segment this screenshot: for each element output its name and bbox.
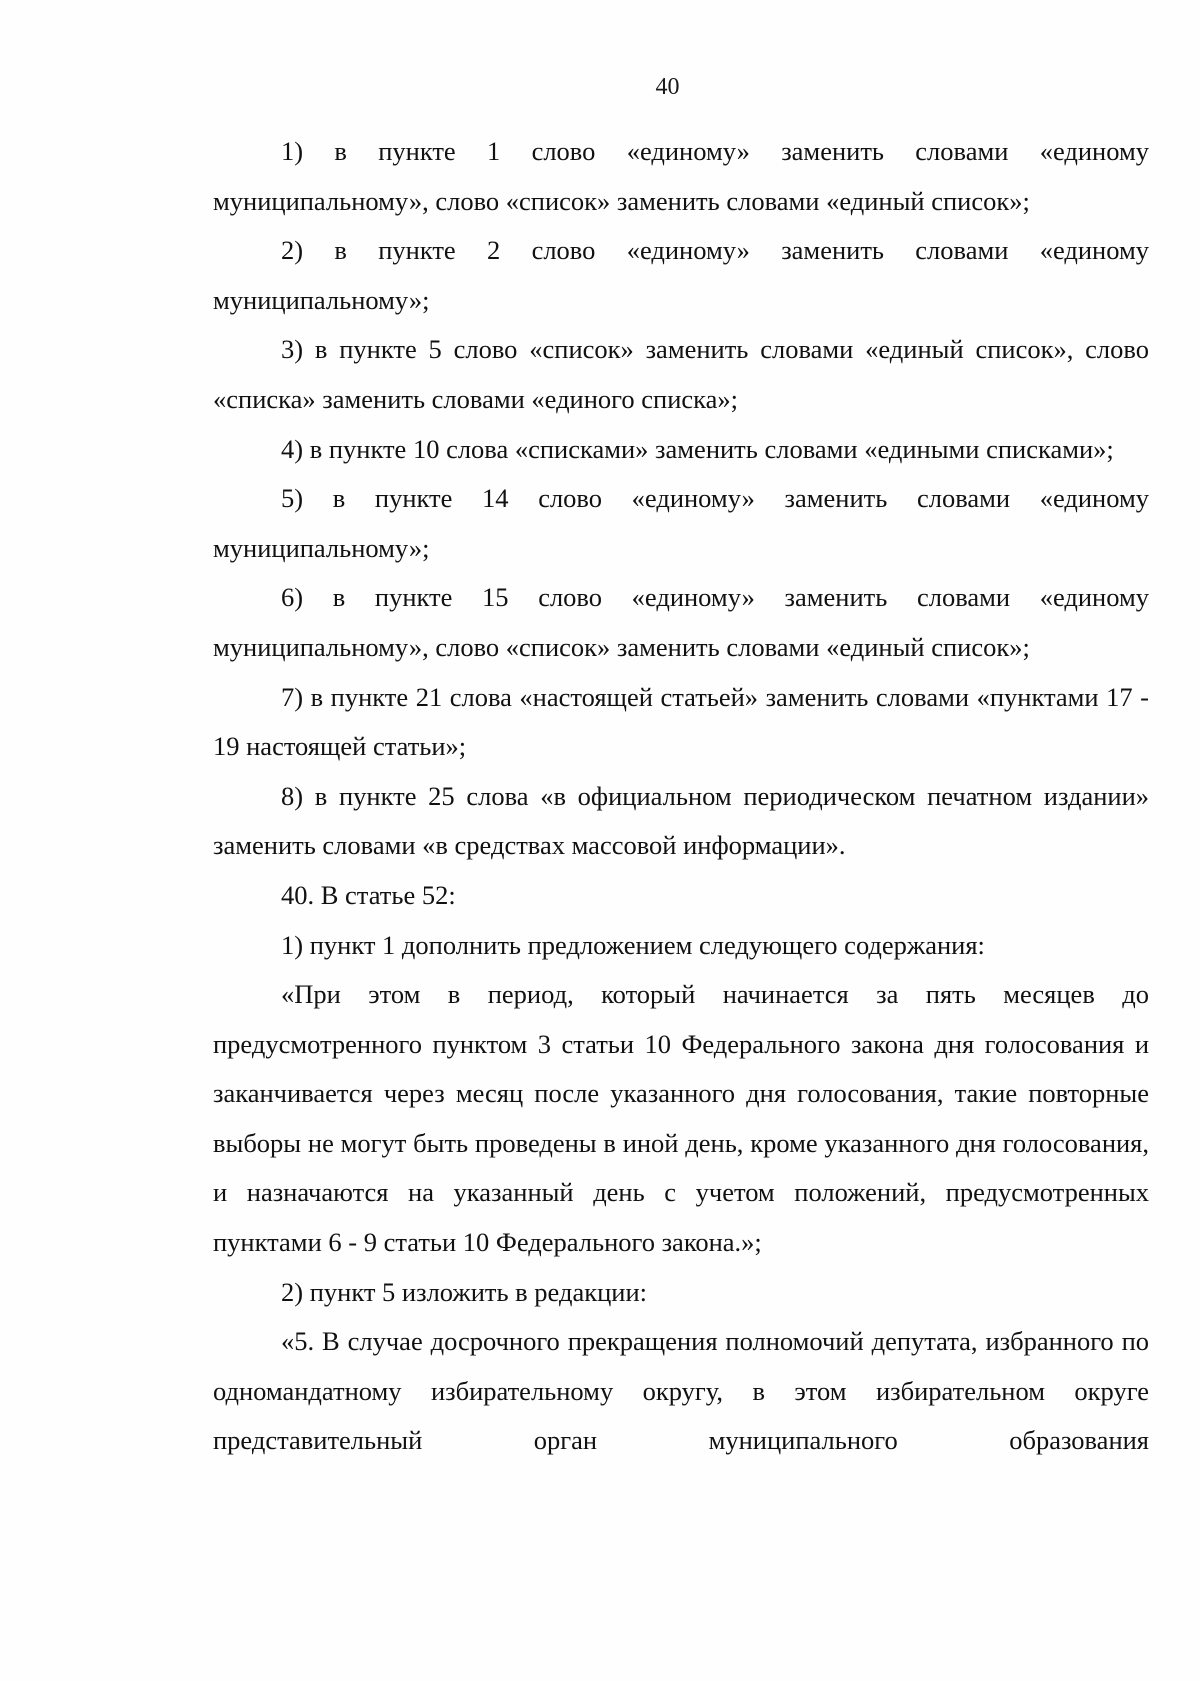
paragraph-item-6: 6) в пункте 15 слово «единому» заменить словами «единому муниципальному», слово «список» заменить словами «единый список»;: [213, 582, 1149, 662]
paragraph-item-5: 5) в пункте 14 слово «единому» заменить словами «единому муниципальному»;: [213, 483, 1149, 563]
paragraph-item-4: 4) в пункте 10 слова «списками» заменить словами «едиными списками»;: [281, 433, 1114, 464]
paragraph-item-2: 2) в пункте 2 слово «единому» заменить словами «единому муниципальному»;: [213, 235, 1149, 315]
paragraph-item-8: 8) в пункте 25 слова «в официальном периодическом печатном издании» заменить словами «в средствах массовой информации».: [213, 780, 1149, 861]
paragraph-item-point-5: 2) пункт 5 изложить в редакции:: [281, 1276, 647, 1307]
paragraph-item-point-1: 1) пункт 1 дополнить предложением следующего содержания:: [281, 929, 985, 960]
section-heading-article-52: 40. В статье 52:: [281, 879, 456, 910]
quoted-new-point-5: «5. В случае досрочного прекращения полномочий депутата, избранного по одномандатному избирательному округу, в этом избирательном округе представительный орган муниципального образования: [213, 1326, 1149, 1456]
paragraph-item-7: 7) в пункте 21 слова «настоящей статьей» заменить словами «пунктами 17 - 19 настоящей статьи»;: [213, 681, 1149, 762]
quoted-amendment-text: «При этом в период, который начинается за пять месяцев до предусмотренного пунктом 3 статьи 10 Федерального закона дня голосования и заканчивается через месяц после указанного дня голосования, такие повторные выборы не могут быть проведены в иной день, кроме указанного дня голосования, и назначаются на указанный день с учетом положений, предусмотренных пунктами 6 - 9 статьи 10 Федерального закона.»;: [213, 979, 1149, 1258]
document-body: [213, 127, 1149, 1466]
paragraph-item-1: 1) в пункте 1 слово «единому» заменить словами «единому муниципальному», слово «список» заменить словами «единый список»;: [213, 136, 1149, 216]
paragraph-item-3: 3) в пункте 5 слово «список» заменить словами «единый список», слово «списка» заменить словами «единого списка»;: [213, 334, 1149, 414]
page-number: 40: [655, 74, 680, 100]
